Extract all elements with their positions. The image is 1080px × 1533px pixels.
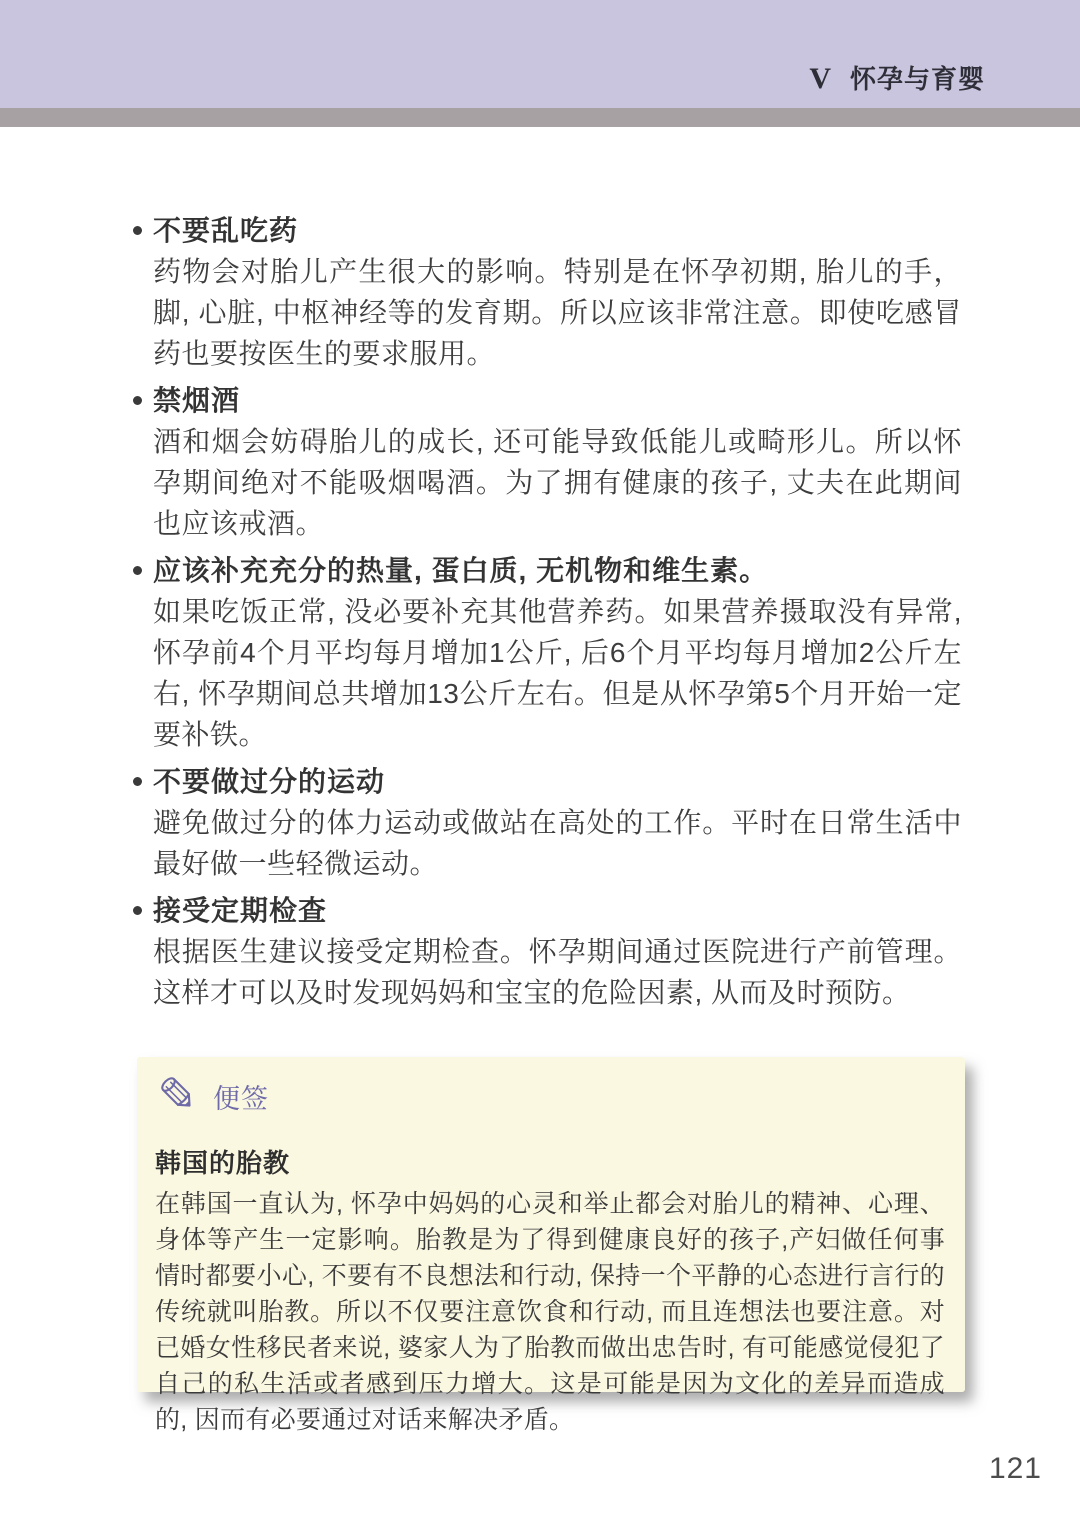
bullet-icon	[133, 380, 153, 544]
note-title: 韩国的胎教	[155, 1148, 291, 1178]
bullet-icon	[133, 210, 153, 374]
note-box	[137, 1057, 965, 1434]
header-divider-bar	[0, 108, 1080, 127]
pencil-icon	[155, 1071, 201, 1122]
bullet-title: 不要乱吃药	[153, 215, 299, 246]
bullet-icon	[133, 890, 153, 1013]
bullet-icon	[133, 550, 153, 755]
bullet-title: 应该补充充分的热量, 蛋白质, 无机物和维生素。	[153, 555, 769, 586]
list-item	[133, 550, 962, 755]
list-item	[133, 890, 962, 1013]
list-item	[133, 380, 962, 544]
note-label: 便签	[213, 1083, 269, 1114]
bullet-title: 不要做过分的运动	[153, 766, 386, 797]
bullet-title: 禁烟酒	[153, 385, 241, 416]
list-item	[133, 210, 962, 374]
bullet-list	[133, 210, 962, 1019]
bullet-body: 根据医生建议接受定期检查。怀孕期间通过医院进行产前管理。这样才可以及时发现妈妈和宝宝的危险因素, 从而及时预防。	[153, 936, 962, 1008]
bullet-body: 酒和烟会妨碍胎儿的成长, 还可能导致低能儿或畸形儿。所以怀孕期间绝对不能吸烟喝酒。为了拥有健康的孩子, 丈夫在此期间也应该戒酒。	[153, 426, 962, 539]
chapter-number: V	[809, 62, 832, 95]
bullet-body: 药物会对胎儿产生很大的影响。特别是在怀孕初期, 胎儿的手， 脚, 心脏, 中枢神经等的发育期。所以应该非常注意。即使吃感冒药也要按医生的要求服用。	[153, 256, 962, 369]
note-body: 在韩国一直认为, 怀孕中妈妈的心灵和举止都会对胎儿的精神、心理、身体等产生一定影响。胎教是为了得到健康良好的孩子,产妇做任何事情时都要小心, 不要有不良想法和行动, 保持一个平静的心态进行言行的传统就叫胎教。所以不仅要注意饮食和行动, 而且连想法也要注意。对已婚女性移民者来说, 婆家人为了胎教而做出忠告时, 有可能感觉侵犯了自己的私生活或者感到压力增大。这是可能是因为文化的差异而造成的, 因而有必要通过对话来解决矛盾。	[155, 1190, 945, 1434]
header-band	[0, 0, 1080, 108]
chapter-header	[809, 59, 985, 96]
bullet-body: 避免做过分的体力运动或做站在高处的工作。平时在日常生活中最好做一些轻微运动。	[153, 807, 962, 879]
bullet-body: 如果吃饭正常, 没必要补充其他营养药。如果营养摄取没有异常,怀孕前4个月平均每月增加1公斤, 后6个月平均每月增加2公斤左右, 怀孕期间总共增加13公斤左右。但是从怀孕第5个月开始一定要补铁。	[153, 596, 962, 750]
chapter-title: 怀孕与育婴	[849, 64, 985, 94]
page-number: 121	[988, 1452, 1042, 1485]
bullet-icon	[133, 761, 153, 884]
list-item	[133, 761, 962, 884]
bullet-title: 接受定期检查	[153, 895, 328, 926]
note-header	[155, 1069, 945, 1123]
